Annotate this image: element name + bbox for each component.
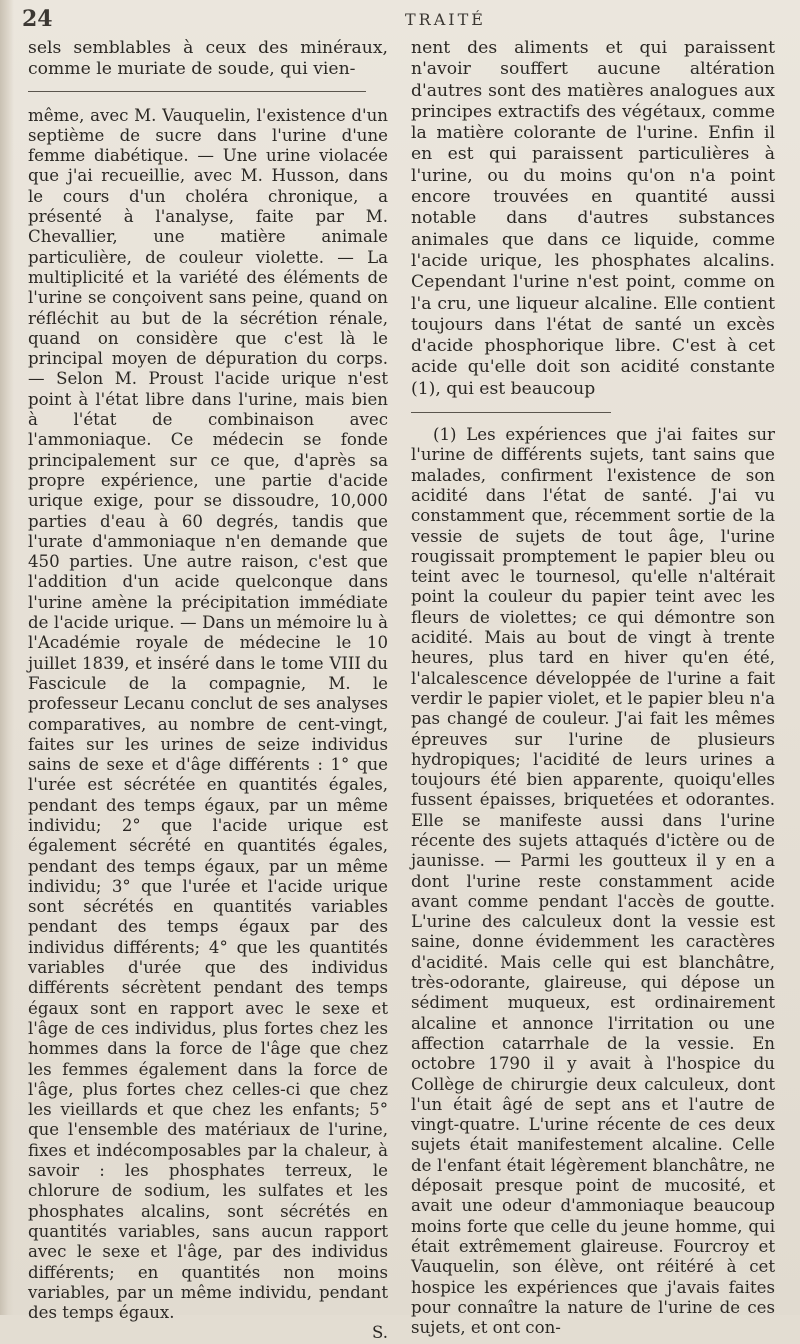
footnote-1: (1) Les expériences que j'ai faites sur l'urine de différents sujets, tant sains que malades, confirment l'existence de son acidité dans l'état de santé. J'ai vu constamment que, récemment sortie de la vessie de sujets de tout âge, l'urine rougissait promptement le papier bleu ou teint avec le tournesol, qu'elle n'altérait point la couleur du papier teint avec les fleurs de violettes; ce qui démontre son acidité. Mais au bout de vingt à trente heures, plus tard en hiver qu'en été, l'alcalescence développée de l'urine a fait verdir le papier violet, et le papier bleu n'a pas changé de couleur. J'ai fait les mêmes épreuves sur l'urine de plusieurs hydropiques; l'acidité de leurs urines a toujours été bien apparente, quoiqu'elles fussent épaisses, briquetées et odorantes. Elle se manifeste aussi dans l'urine récente des sujets attaqués d'ictère ou de jaunisse. — Parmi les goutteux il y en a dont l'urine reste constamment acide avant comme pendant l'accès de goutte. L'urine des calculeux dont la vessie est saine, donne évidemment les caractères d'acidité. Mais celle qui est blanchâtre, très-odorante, glaireuse, qui dépose un sédiment muqueux, est ordinairement alcaline et annonce l'irritation ou une affection catarrhale de la vessie. En octobre 1790 il y avait à l'hospice du Collège de chirurgie deux calculeux, dont l'un était âgé de sept ans et l'autre de vingt-quatre. L'urine récente de ces deux sujets était manifestement alcaline. Celle de l'enfant était légèrement blanchâtre, ne déposait presque point de mucosité, et avait une odeur d'ammoniaque beaucoup moins forte que celle du jeune homme, qui était extrêmement glaireuse. Fourcroy et Vauquelin, son élève, ont réitéré à cet hospice les expériences que j'avais faites pour connaître la nature de l'urine de ces sujets, et ont con-: [411, 425, 775, 1338]
left-column: [28, 38, 388, 1344]
signature: S.: [371, 1323, 388, 1343]
binding-edge: [0, 0, 14, 1315]
left-continued-footnote: même, avec M. Vauquelin, l'existence d'un septième de sucre dans l'urine d'une femme diabétique. — Une urine violacée que j'ai recueillie, avec M. Husson, dans le cours d'un choléra chronique, a présenté à l'analyse, faite par M. Chevallier, une matière animale particulière, de couleur violette. — La multiplicité et la variété des éléments de l'urine se conçoivent sans peine, quand on réfléchit au but de la sécrétion rénale, quand on considère que c'est là le principal moyen de dépuration du corps. — Selon M. Proust l'acide urique n'est point à l'état libre dans l'urine, mais bien à l'état de combinaison avec l'ammoniaque. Ce médecin se fonde principalement sur ce que, d'après sa propre expérience, une partie d'acide urique exige, pour se dissoudre, 10,000 parties d'eau à 60 degrés, tandis que l'urate d'ammoniaque n'en demande que 450 parties. Une autre raison, c'est que l'addition d'un acide quelconque dans l'urine amène la précipitation immédiate de l'acide urique. — Dans un mémoire lu à l'Académie royale de médecine le 10 juillet 1839, et inséré dans le tome VIII du Fascicule de la compagnie, M. le professeur Lecanu conclut de ses analyses comparatives, au nombre de cent-vingt, faites sur les urines de seize individus sains de sexe et d'âge différents : 1° que l'urée est sécrétée en quantités égales, pendant des temps égaux, par un même individu; 2° que l'acide urique est également sécrété en quantités égales, pendant des temps égaux, par un même individu; 3° que l'urée et l'acide urique sont sécrétés en quantités variables pendant des temps égaux par des individus différents; 4° que les quantités variables d'urée que des individus différents sécrètent pendant des temps égaux sont en rapport avec le sexe et l'âge de ces individus, plus fortes chez les hommes dans la force de l'âge que chez les femmes également dans la force de l'âge, plus fortes chez celles-ci que chez les vieillards et que chez les enfants; 5° que l'ensemble des matériaux de l'urine, fixes et indécomposables par la chaleur, à savoir : les phosphates terreux, le chlorure de sodium, les sulfates et les phosphates alcalins, sont sécrétés en quantités variables, sans aucun rapport avec le sexe et l'âge, par des individus différents; en quantités non moins variables, par un même individu, pendant des temps égaux.: [28, 105, 388, 1323]
right-column: [411, 38, 775, 1338]
footnote-rule: [411, 412, 611, 413]
right-main-text: nent des aliments et qui paraissent n'avoir souffert aucune altération d'autres sont des matières analogues aux principes extractifs des végétaux, comme la matière colorante de l'urine. Enfin il en est qui paraissent particulières à l'urine, ou du moins qu'on n'a point encore trouvées en quantité aussi notable dans d'autres substances animales que dans ce liquide, comme l'acide urique, les phosphates alcalins. Cependant l'urine n'est point, comme on l'a cru, une liqueur alcaline. Elle contient toujours dans l'état de santé un excès d'acide phosphorique libre. C'est à cet acide qu'elle doit son acidité constante (1), qui est beaucoup: [411, 38, 775, 399]
page-number: 24: [22, 6, 53, 32]
footnote-separator-rule: [28, 91, 366, 92]
left-top-lines: sels semblables à ceux des minéraux, comme le muriate de soude, qui vien-: [28, 38, 388, 80]
running-title: TRAITÉ: [405, 10, 486, 29]
